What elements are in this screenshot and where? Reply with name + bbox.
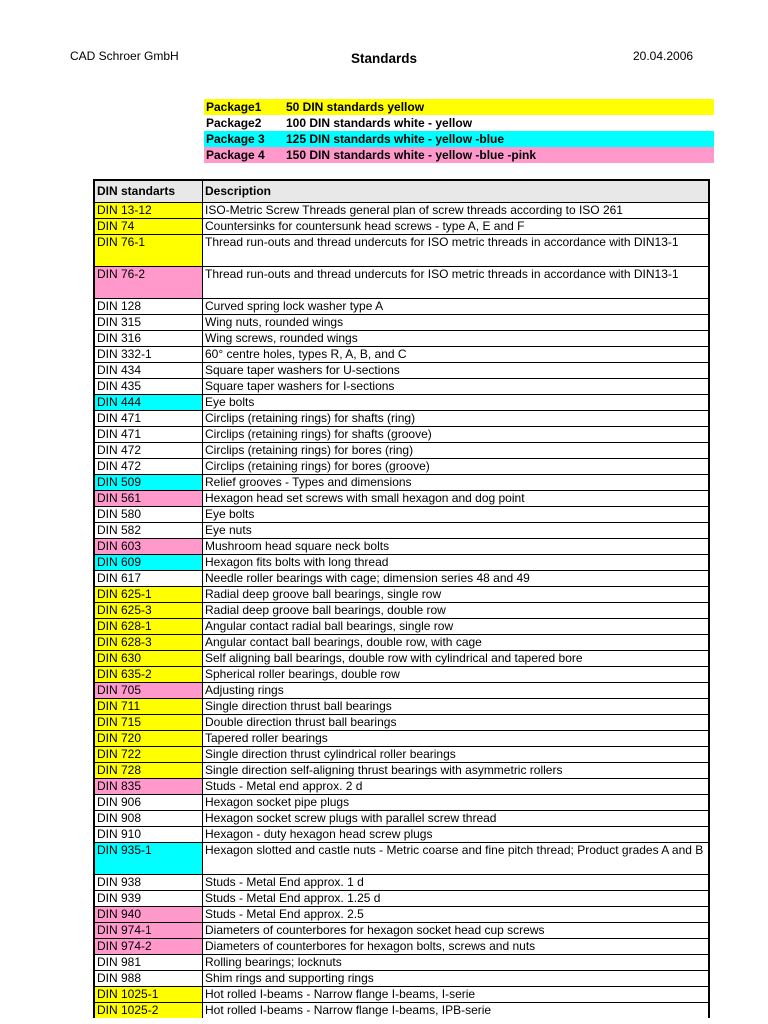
din-number-cell: DIN 910 [95,827,203,842]
table-row [95,954,708,970]
din-number-cell: DIN 76-2 [95,267,203,298]
din-number-cell: DIN 471 [95,427,203,442]
description-cell: Studs - Metal End approx. 2.5 [205,907,364,921]
table-row [95,202,708,218]
package-row [204,131,714,147]
description-cell: Eye bolts [205,507,255,521]
table-row [95,554,708,570]
description-cell: Relief grooves - Types and dimensions [205,475,412,489]
description-cell: Hexagon socket pipe plugs [205,795,350,809]
package-description: 100 DIN standards white - yellow [286,116,473,130]
table-row [95,890,708,906]
din-number-cell: DIN 580 [95,507,203,522]
package-row [204,99,714,115]
din-number-cell: DIN 609 [95,555,203,570]
table-row [95,522,708,538]
din-number-cell: DIN 128 [95,299,203,314]
description-cell: ISO-Metric Screw Threads general plan of screw threads according to ISO 261 [205,203,623,217]
description-cell: Thread run-outs and thread undercuts for ISO metric threads in accordance with DIN13-1 [205,235,679,249]
din-number-cell: DIN 617 [95,571,203,586]
din-number-cell: DIN 561 [95,491,203,506]
table-row [95,426,708,442]
table-row [95,362,708,378]
package-name: Package2 [206,116,262,130]
description-cell: Circlips (retaining rings) for bores (groove) [205,459,430,473]
din-number-cell: DIN 908 [95,811,203,826]
description-cell: Wing screws, rounded wings [205,331,358,345]
table-row [95,618,708,634]
standards-table [93,179,710,1018]
package-row [204,147,714,163]
description-cell: Hexagon slotted and castle nuts - Metric coarse and fine pitch thread; Product grades A and B [205,843,704,857]
din-number-cell: DIN 332-1 [95,347,203,362]
din-number-cell: DIN 705 [95,683,203,698]
description-cell: Studs - Metal end approx. 2 d [205,779,363,793]
package-legend [204,99,714,163]
description-cell: Rolling bearings; locknuts [205,955,342,969]
description-cell: Hexagon fits bolts with long thread [205,555,389,569]
description-cell: Square taper washers for U-sections [205,363,400,377]
description-cell: Hexagon head set screws with small hexagon and dog point [205,491,525,505]
document-date: 20.04.2006 [633,49,694,63]
table-row [95,826,708,842]
description-cell: Double direction thrust ball bearings [205,715,397,729]
table-row [95,650,708,666]
din-number-cell: DIN 435 [95,379,203,394]
table-row [95,602,708,618]
description-cell: Hexagon - duty hexagon head screw plugs [205,827,433,841]
table-row [95,346,708,362]
table-row [95,570,708,586]
din-number-cell: DIN 938 [95,875,203,890]
din-number-cell: DIN 316 [95,331,203,346]
table-row [95,810,708,826]
description-cell: Angular contact ball bearings, double row, with cage [205,635,482,649]
table-row [95,410,708,426]
description-cell: Adjusting rings [205,683,284,697]
description-cell: Studs - Metal End approx. 1.25 d [205,891,381,905]
description-cell: Countersinks for countersunk head screws - type A, E and F [205,219,525,233]
din-number-cell: DIN 74 [95,219,203,234]
table-row [95,682,708,698]
package-name: Package 4 [206,148,265,162]
din-number-cell: DIN 444 [95,395,203,410]
din-number-cell: DIN 722 [95,747,203,762]
table-row [95,1002,708,1018]
table-row [95,234,708,266]
description-cell: Studs - Metal End approx. 1 d [205,875,364,889]
package-description: 50 DIN standards yellow [286,100,425,114]
din-number-cell: DIN 13-12 [95,203,203,218]
description-cell: Tapered roller bearings [205,731,328,745]
table-row [95,730,708,746]
description-cell: Radial deep groove ball bearings, double row [205,603,446,617]
table-row [95,474,708,490]
din-number-cell: DIN 603 [95,539,203,554]
table-row [95,938,708,954]
description-cell: Mushroom head square neck bolts [205,539,390,553]
description-cell: 60° centre holes, types R, A, B, and C [205,347,407,361]
din-number-cell: DIN 935-1 [95,843,203,874]
din-number-cell: DIN 906 [95,795,203,810]
din-number-cell: DIN 711 [95,699,203,714]
table-row [95,762,708,778]
table-row [95,906,708,922]
din-number-cell: DIN 628-3 [95,635,203,650]
description-cell: Shim rings and supporting rings [205,971,374,985]
din-number-cell: DIN 471 [95,411,203,426]
din-number-cell: DIN 509 [95,475,203,490]
package-name: Package 3 [206,132,265,146]
description-cell: Wing nuts, rounded wings [205,315,344,329]
description-cell: Diameters of counterbores for hexagon bolts, screws and nuts [205,939,536,953]
package-description: 150 DIN standards white - yellow -blue -pink [286,148,537,162]
din-number-cell: DIN 981 [95,955,203,970]
din-number-cell: DIN 988 [95,971,203,986]
description-cell: Curved spring lock washer type A [205,299,384,313]
table-row [95,698,708,714]
description-cell: Hot rolled I-beams - Narrow flange I-beams, I-serie [205,987,476,1001]
table-row [95,378,708,394]
din-number-cell: DIN 835 [95,779,203,794]
table-row [95,634,708,650]
description-cell: Diameters of counterbores for hexagon socket head cup screws [205,923,545,937]
din-number-cell: DIN 582 [95,523,203,538]
table-row [95,778,708,794]
description-cell: Single direction thrust ball bearings [205,699,392,713]
din-number-cell: DIN 628-1 [95,619,203,634]
description-cell: Eye nuts [205,523,252,537]
table-row [95,218,708,234]
description-cell: Single direction self-aligning thrust bearings with asymmetric rollers [205,763,563,777]
din-number-cell: DIN 315 [95,315,203,330]
table-row [95,442,708,458]
package-name: Package1 [206,100,262,114]
description-cell: Circlips (retaining rings) for bores (ring) [205,443,414,457]
description-cell: Self aligning ball bearings, double row with cylindrical and tapered bore [205,651,583,665]
table-row [95,922,708,938]
din-number-cell: DIN 939 [95,891,203,906]
description-cell: Thread run-outs and thread undercuts for ISO metric threads in accordance with DIN13-1 [205,267,679,281]
description-cell: Hot rolled I-beams - Narrow flange I-beams, IPB-serie [205,1003,492,1017]
din-number-cell: DIN 1025-2 [95,1003,203,1018]
table-row [95,842,708,874]
din-number-cell: DIN 635-2 [95,667,203,682]
description-cell: Hexagon socket screw plugs with parallel screw thread [205,811,497,825]
din-number-cell: DIN 715 [95,715,203,730]
table-row [95,986,708,1002]
table-row [95,314,708,330]
table-row [95,970,708,986]
din-number-cell: DIN 728 [95,763,203,778]
description-cell: Spherical roller bearings, double row [205,667,400,681]
description-cell: Single direction thrust cylindrical roller bearings [205,747,456,761]
table-row [95,538,708,554]
din-number-cell: DIN 434 [95,363,203,378]
company-name: CAD Schroer GmbH [70,49,179,63]
table-header-row [95,181,708,202]
table-row [95,586,708,602]
table-row [95,266,708,298]
table-row [95,794,708,810]
din-number-cell: DIN 720 [95,731,203,746]
table-row [95,666,708,682]
din-number-cell: DIN 472 [95,443,203,458]
column-header-description: Description [205,184,272,198]
din-number-cell: DIN 940 [95,907,203,922]
description-cell: Circlips (retaining rings) for shafts (groove) [205,427,432,441]
description-cell: Needle roller bearings with cage; dimension series 48 and 49 [205,571,530,585]
description-cell: Angular contact radial ball bearings, single row [205,619,454,633]
package-description: 125 DIN standards white - yellow -blue [286,132,505,146]
description-cell: Eye bolts [205,395,255,409]
din-number-cell: DIN 630 [95,651,203,666]
din-number-cell: DIN 1025-1 [95,987,203,1002]
table-row [95,298,708,314]
din-number-cell: DIN 974-2 [95,939,203,954]
din-number-cell: DIN 625-3 [95,603,203,618]
table-row [95,714,708,730]
din-number-cell: DIN 76-1 [95,235,203,266]
package-row [204,115,714,131]
table-row [95,506,708,522]
table-row [95,458,708,474]
table-row [95,874,708,890]
table-row [95,746,708,762]
table-row [95,330,708,346]
din-number-cell: DIN 472 [95,459,203,474]
column-header-din: DIN standarts [95,181,203,202]
description-cell: Radial deep groove ball bearings, single row [205,587,442,601]
description-cell: Square taper washers for I-sections [205,379,395,393]
description-cell: Circlips (retaining rings) for shafts (ring) [205,411,416,425]
table-row [95,394,708,410]
din-number-cell: DIN 974-1 [95,923,203,938]
table-row [95,490,708,506]
din-number-cell: DIN 625-1 [95,587,203,602]
page-title: Standards [350,51,418,66]
